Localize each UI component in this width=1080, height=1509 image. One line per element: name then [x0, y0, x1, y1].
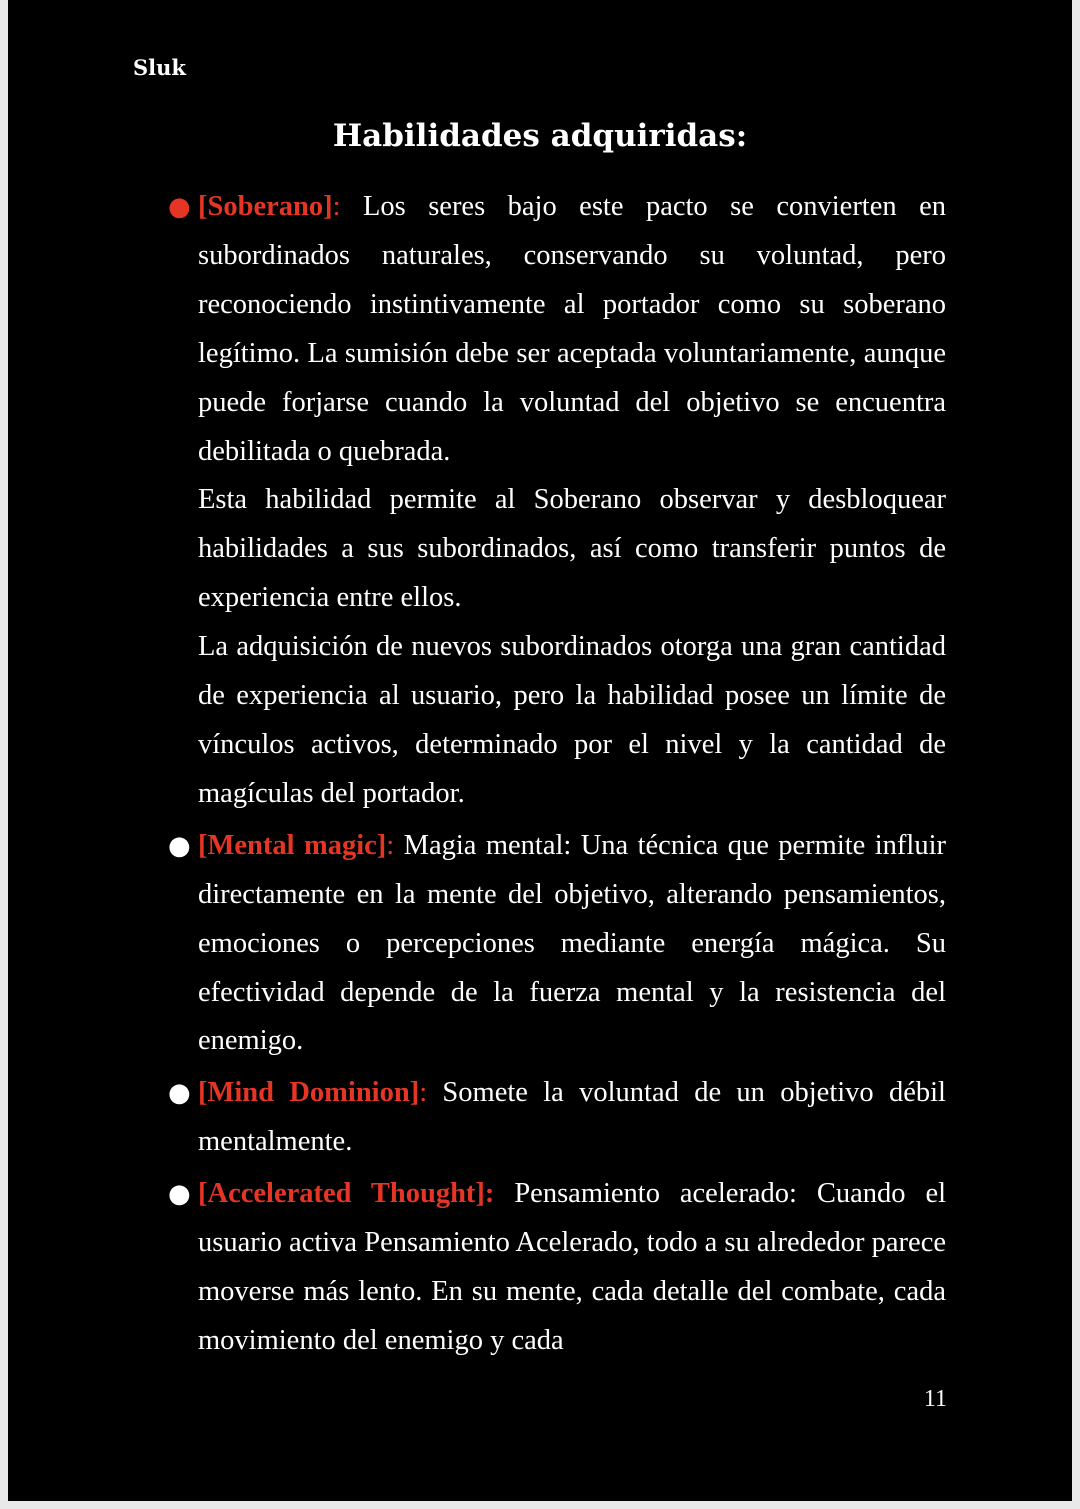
bullet-icon: ●	[168, 1078, 191, 1109]
page-number: 11	[923, 1386, 947, 1412]
skill-paragraph: La adquisición de nuevos subordinados otorga una gran cantidad de experiencia al usuario, pero la habilidad posee un límite de vínculos activos, determinado por el nivel y la cantidad de magículas del portador.	[198, 631, 946, 809]
bullet-icon: ●	[168, 830, 191, 861]
skill-tag: [Mind Dominion]	[198, 1077, 420, 1109]
list-item	[168, 822, 946, 1067]
skill-list	[168, 183, 947, 1369]
skill-description	[198, 1069, 946, 1167]
running-header: Sluk	[133, 55, 186, 80]
bullet-icon: ●	[168, 192, 191, 222]
skill-separator: :	[419, 1077, 428, 1109]
skill-text: Los seres bajo este pacto se convierten en subordinados naturales, conservando su voluntad, pero reconociendo instintivamente al portador como su soberano legítimo. La sumisión debe ser aceptada voluntariamente, aunque puede forjarse cuando la voluntad del objetivo se encuentra debilitada o quebrada.	[198, 191, 946, 467]
bullet-icon: ●	[168, 1179, 191, 1210]
skill-description	[198, 822, 946, 1067]
skill-tag: [Mental magic]	[198, 829, 387, 861]
skill-text: Magia mental: Una técnica que permite influir directamente en la mente del objetivo, alterando pensamientos, emociones o percepciones mediante energía mágica. Su efectividad depende de la fuerza mental y la resistencia del enemigo.	[198, 829, 946, 1057]
skill-paragraph: Esta habilidad permite al Soberano observar y desbloquear habilidades a sus subordinados, así como transferir puntos de experiencia entre ellos.	[198, 484, 946, 614]
skill-separator: :	[332, 191, 341, 222]
document-page	[8, 0, 1072, 1501]
skill-tag: [Soberano]	[198, 191, 333, 222]
list-item	[168, 183, 946, 819]
skill-description	[198, 183, 946, 476]
page-title: Habilidades adquiridas:	[332, 118, 748, 154]
skill-text: Pensamiento acelerado: Cuando el usuario activa Pensamiento Acelerado, todo a su alrededor parece moverse más lento. En su mente, cada detalle del combate, cada movimiento del enemigo y cada	[198, 1178, 947, 1356]
skill-text: Somete la voluntad de un objetivo débil mentalmente.	[198, 1077, 946, 1158]
list-item	[168, 1069, 946, 1167]
skill-description	[198, 1170, 946, 1366]
skill-tag: [Accelerated Thought]:	[198, 1178, 495, 1210]
list-item	[168, 1170, 947, 1366]
skill-separator: :	[386, 829, 395, 861]
